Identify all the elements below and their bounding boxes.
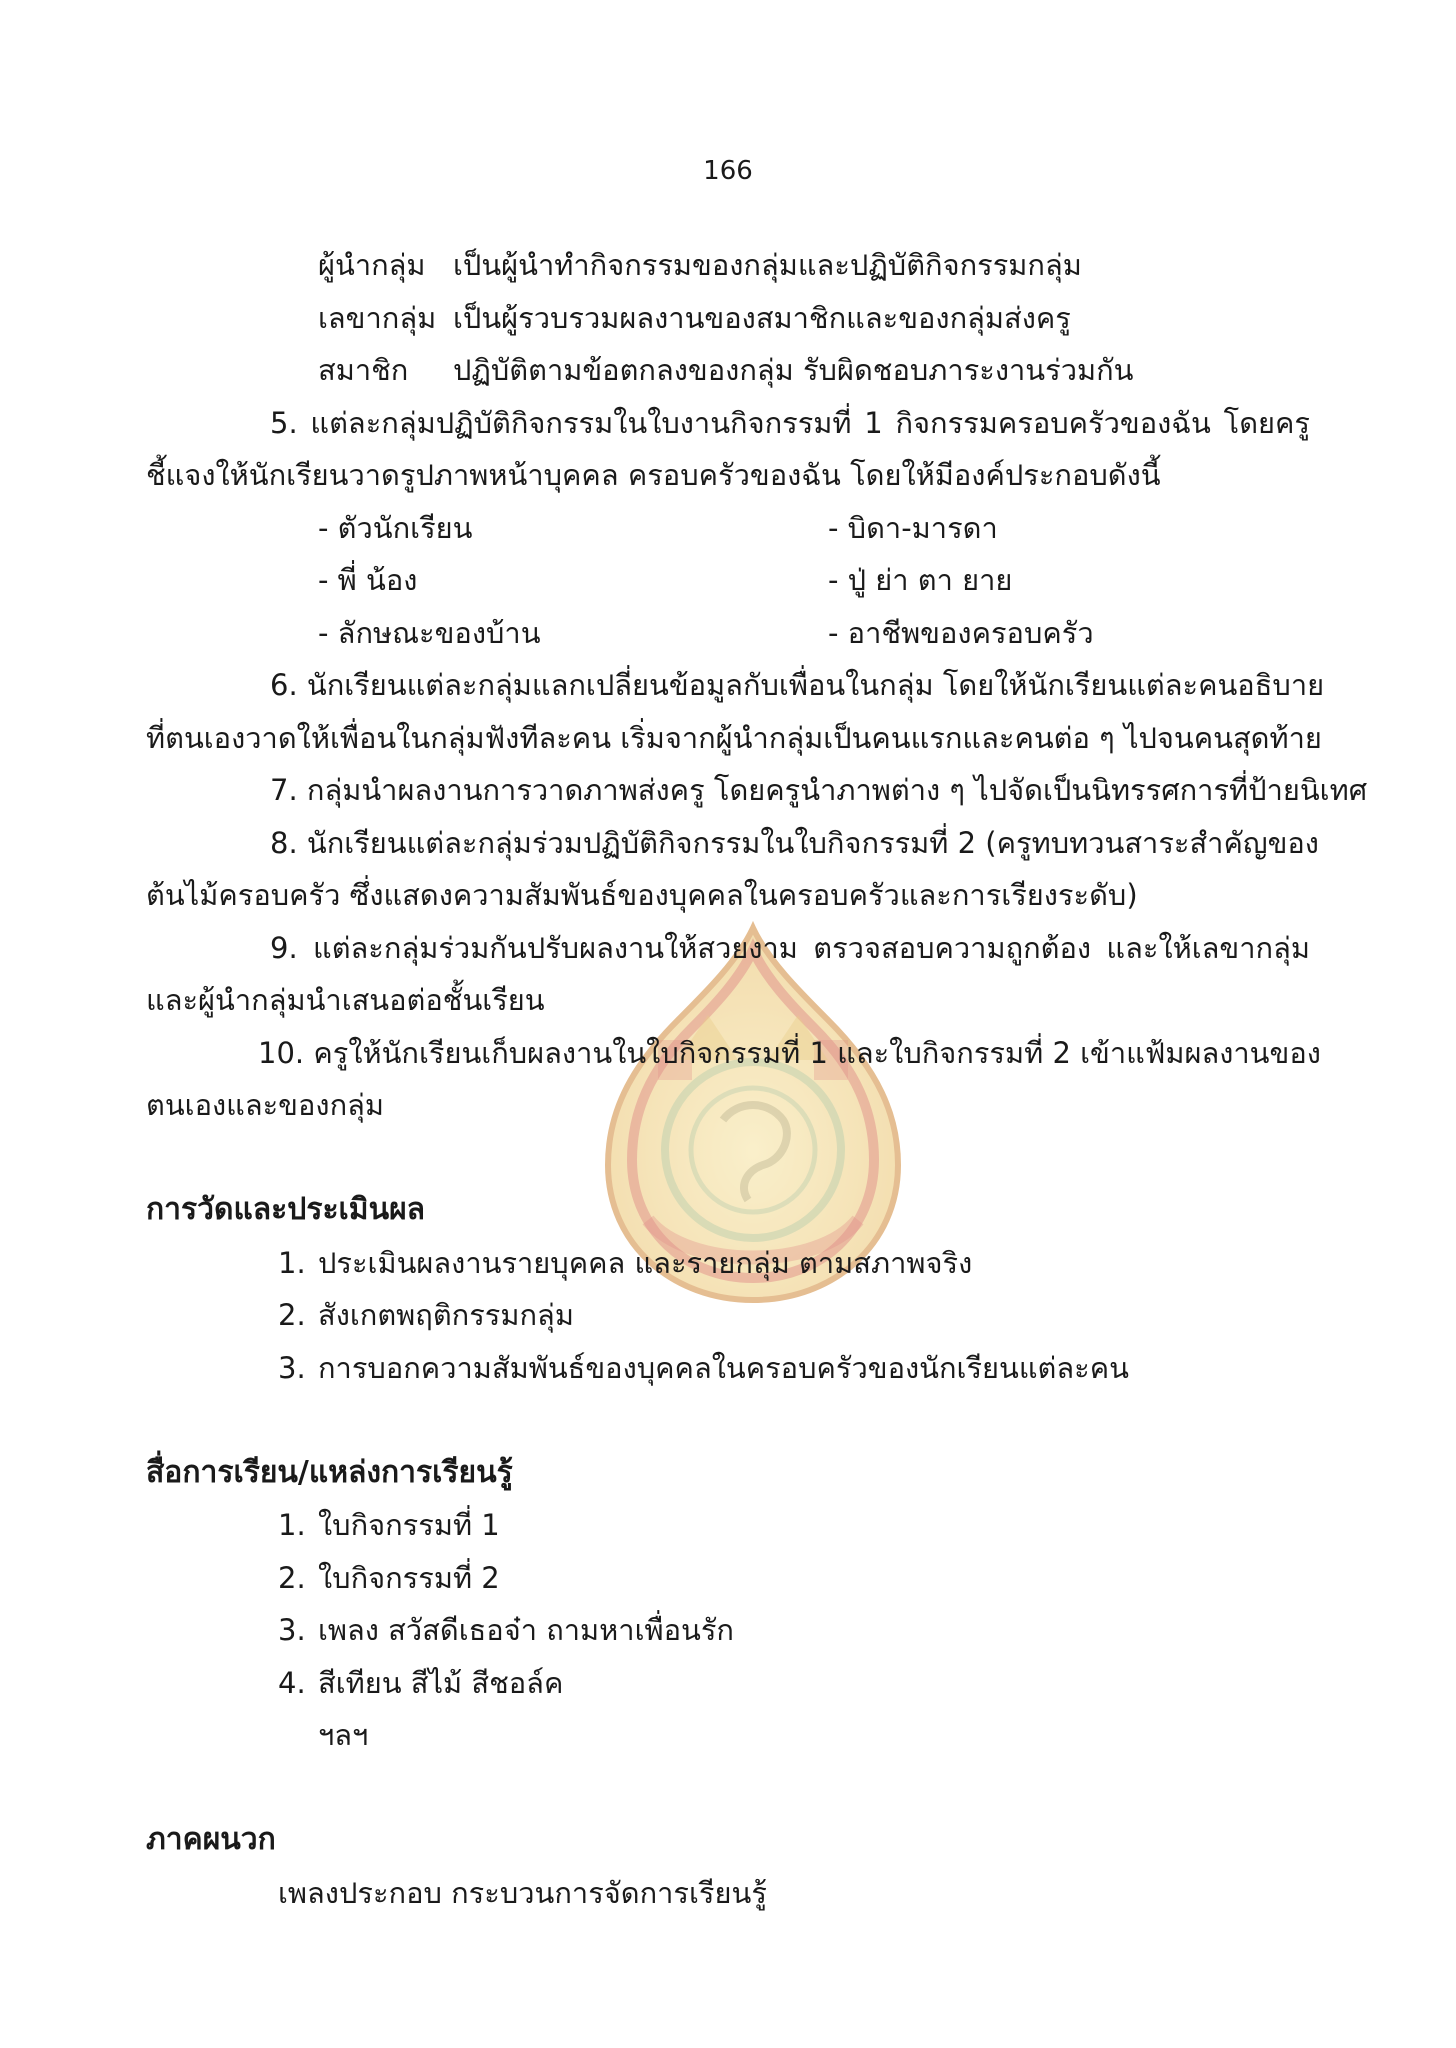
item-number: 1. bbox=[278, 1246, 306, 1280]
step-8-line-1: 8. นักเรียนแต่ละกลุ่มร่วมปฏิบัติกิจกรรมในใบกิจกรรมที่ 2 (ครูทบทวนสาระสำคัญของ bbox=[270, 826, 1319, 860]
item-text: ใบกิจกรรมที่ 1 bbox=[318, 1508, 500, 1542]
item-number: 3. bbox=[278, 1351, 306, 1385]
role-member bbox=[318, 352, 1133, 388]
item-text: ประเมินผลงานรายบุคคล และรายกลุ่ม ตามสภาพจริง bbox=[318, 1246, 973, 1280]
item-text: ใบกิจกรรมที่ 2 bbox=[318, 1561, 500, 1595]
page-number: 166 bbox=[703, 156, 753, 186]
item-text: การบอกความสัมพันธ์ของบุคคลในครอบครัวของนักเรียนแต่ละคน bbox=[318, 1351, 1129, 1385]
evaluation-item bbox=[278, 1297, 574, 1333]
role-desc: เป็นผู้นำทำกิจกรรมของกลุ่มและปฏิบัติกิจกรรมกลุ่ม bbox=[453, 248, 1082, 282]
item-text: สีเทียน สีไม้ สีชอล์ค bbox=[318, 1666, 564, 1700]
evaluation-item bbox=[278, 1245, 972, 1281]
component-item: - อาชีพของครอบครัว bbox=[828, 616, 1094, 650]
step-5-line-2: ชี้แจงให้นักเรียนวาดรูปภาพหน้าบุคคล ครอบครัวของฉัน โดยให้มีองค์ประกอบดังนี้ bbox=[146, 458, 1161, 492]
appendix-text: เพลงประกอบ กระบวนการจัดการเรียนรู้ bbox=[278, 1876, 767, 1910]
step-10-line-2: ตนเองและของกลุ่ม bbox=[146, 1088, 385, 1122]
role-name: เลขากลุ่ม bbox=[318, 301, 437, 335]
step-10-line-1: 10. ครูให้นักเรียนเก็บผลงานในใบกิจกรรมที่ 1 และใบกิจกรรมที่ 2 เข้าแฟ้มผลงานของ bbox=[258, 1036, 1321, 1070]
item-text: เพลง สวัสดีเธอจ๋า ถามหาเพื่อนรัก bbox=[318, 1613, 734, 1647]
item-number: 2. bbox=[278, 1561, 306, 1595]
component-item: - ตัวนักเรียน bbox=[318, 511, 473, 545]
appendix-heading: ภาคผนวก bbox=[146, 1822, 276, 1857]
step-9-line-1: 9. แต่ละกลุ่มร่วมกันปรับผลงานให้สวยงาม ตรวจสอบความถูกต้อง และให้เลขากลุ่ม bbox=[270, 931, 1310, 965]
item-number: 4. bbox=[278, 1666, 306, 1700]
media-heading: สื่อการเรียน/แหล่งการเรียนรู้ bbox=[146, 1455, 513, 1490]
media-item bbox=[278, 1665, 563, 1701]
evaluation-item bbox=[278, 1350, 1129, 1386]
step-5-line-1: 5. แต่ละกลุ่มปฏิบัติกิจกรรมในใบงานกิจกรรมที่ 1 กิจกรรมครอบครัวของฉัน โดยครู bbox=[270, 406, 1310, 440]
item-number: 3. bbox=[278, 1613, 306, 1647]
step-7: 7. กลุ่มนำผลงานการวาดภาพส่งครู โดยครูนำภาพต่าง ๆ ไปจัดเป็นนิทรรศการที่ป้ายนิเทศ bbox=[270, 773, 1368, 807]
role-name: ผู้นำกลุ่ม bbox=[318, 248, 426, 282]
evaluation-heading: การวัดและประเมินผล bbox=[146, 1192, 426, 1227]
media-item bbox=[278, 1612, 734, 1648]
role-desc: ปฏิบัติตามข้อตกลงของกลุ่ม รับผิดชอบภาระงานร่วมกัน bbox=[453, 353, 1134, 387]
media-item bbox=[278, 1507, 500, 1543]
component-item: - ปู่ ย่า ตา ยาย bbox=[828, 563, 1013, 597]
item-number: 1. bbox=[278, 1508, 306, 1542]
role-secretary bbox=[318, 300, 1071, 336]
role-desc: เป็นผู้รวบรวมผลงานของสมาชิกและของกลุ่มส่งครู bbox=[453, 301, 1071, 335]
role-leader bbox=[318, 247, 1082, 283]
item-text: สังเกตพฤติกรรมกลุ่ม bbox=[318, 1298, 574, 1332]
item-number: 2. bbox=[278, 1298, 306, 1332]
media-item bbox=[278, 1560, 500, 1596]
step-8-line-2: ต้นไม้ครอบครัว ซึ่งแสดงความสัมพันธ์ของบุคคลในครอบครัวและการเรียงระดับ) bbox=[146, 878, 1138, 912]
component-item: - บิดา-มารดา bbox=[828, 511, 998, 545]
step-6-line-1: 6. นักเรียนแต่ละกลุ่มแลกเปลี่ยนข้อมูลกับเพื่อนในกลุ่ม โดยให้นักเรียนแต่ละคนอธิบาย bbox=[270, 668, 1325, 702]
component-item: - พี่ น้อง bbox=[318, 563, 418, 597]
step-6-line-2: ที่ตนเองวาดให้เพื่อนในกลุ่มฟังทีละคน เริ่มจากผู้นำกลุ่มเป็นคนแรกและคนต่อ ๆ ไปจนคนสุดท้าย bbox=[146, 721, 1322, 755]
role-name: สมาชิก bbox=[318, 353, 409, 387]
step-9-line-2: และผู้นำกลุ่มนำเสนอต่อชั้นเรียน bbox=[146, 983, 545, 1017]
media-etc: ฯลฯ bbox=[318, 1718, 369, 1752]
component-item: - ลักษณะของบ้าน bbox=[318, 616, 541, 650]
